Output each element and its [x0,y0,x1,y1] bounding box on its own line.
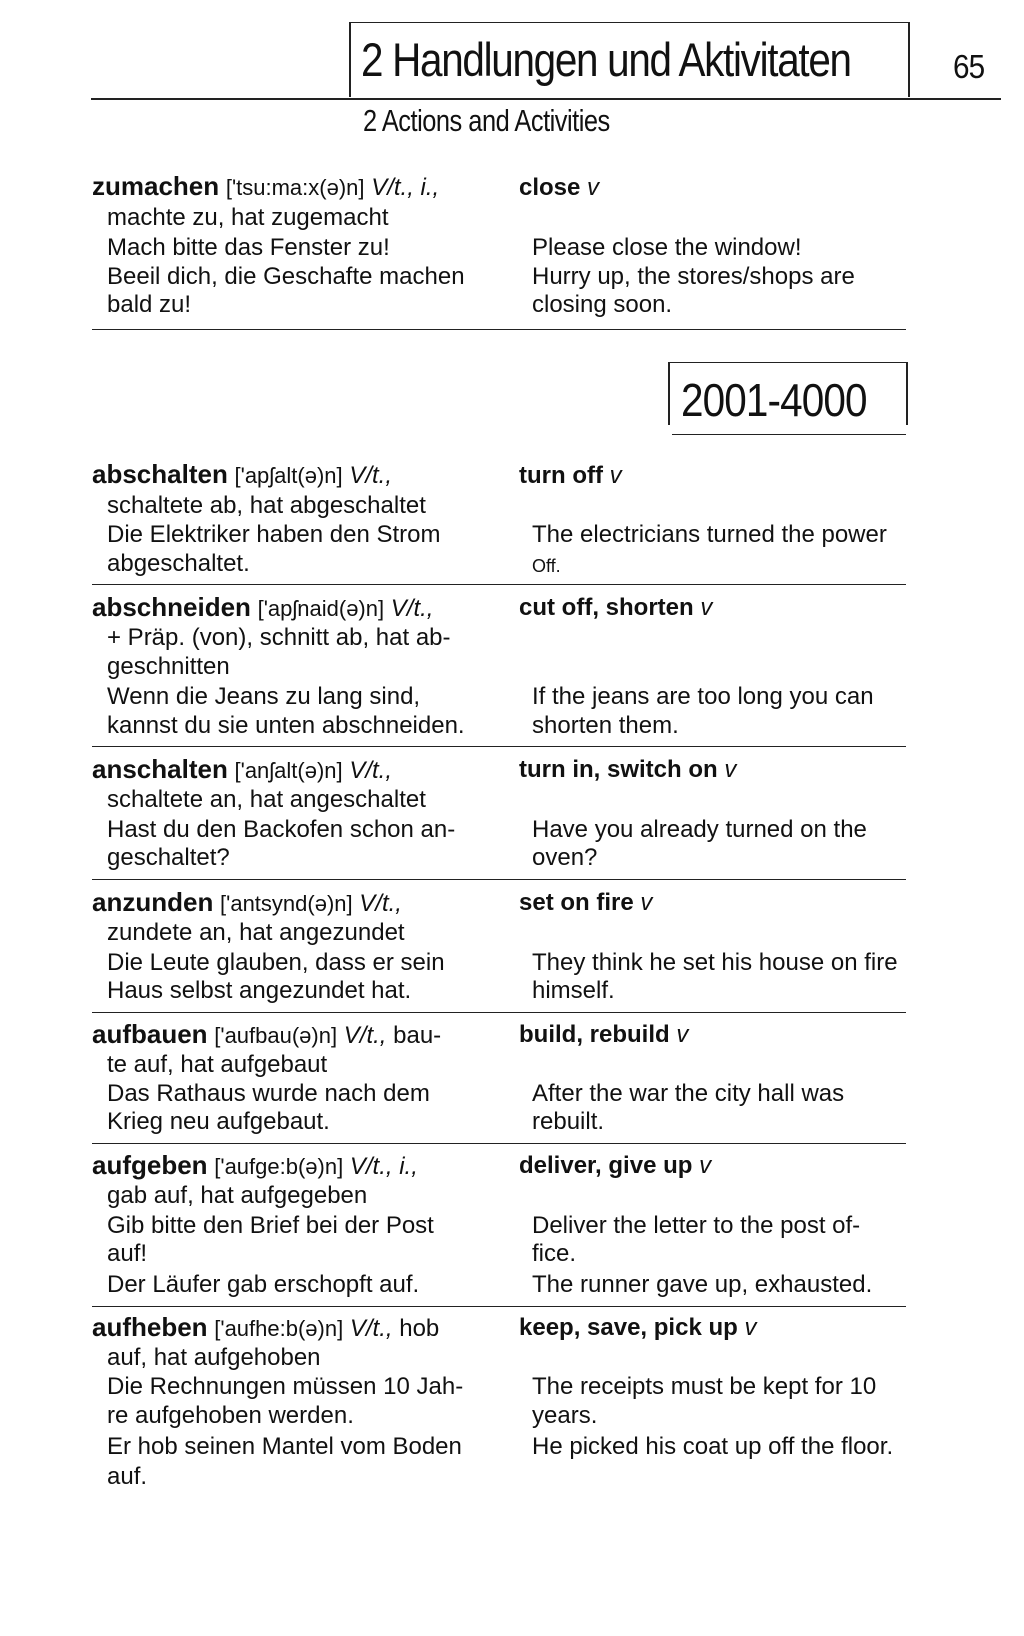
headword: anzunden [92,887,214,917]
part-of-speech: v [700,594,713,621]
translation: cut off, shorten [519,594,694,621]
entry-divider [92,584,906,585]
example-en: rebuilt. [532,1108,605,1135]
example-en: Please close the window! [532,234,802,261]
grammar-label: V/t., [349,462,393,489]
headword: anschalten [92,754,228,784]
example-en: After the war the city hall was [532,1080,845,1107]
verb-forms: te auf, hat aufgebaut [107,1051,328,1078]
translation: keep, save, pick up [519,1314,738,1341]
verb-forms: machte zu, hat zugemacht [107,204,389,231]
example-de: Krieg neu aufgebaut. [107,1108,330,1135]
example-en: himself. [532,977,615,1004]
part-of-speech: v [744,1314,757,1341]
translation: build, rebuild [519,1021,670,1048]
verb-forms: + Präp. (von), schnitt ab, hat ab- [107,624,451,651]
grammar-label: V/t., i., [349,1153,418,1180]
example-en: The electricians turned the power [532,521,887,548]
grammar-label: V/t., [349,1315,393,1342]
grammar-label: V/t., [349,757,393,784]
chapter-title: 2 Handlungen und Aktivitaten [361,33,851,86]
frequency-range: 2001-4000 [681,374,867,426]
verb-forms: geschnitten [107,653,230,680]
example-de: re aufgehoben werden. [107,1402,354,1429]
entry-divider [92,1306,906,1307]
example-de: auf. [107,1463,148,1490]
example-en: If the jeans are too long you can [532,683,874,710]
verb-forms: schaltete ab, hat abgeschaltet [107,492,426,519]
entry-divider [92,879,906,880]
example-de: Er hob seinen Mantel vom Boden [107,1433,462,1460]
example-de: Hast du den Backofen schon an- [107,816,456,843]
example-de: Wenn die Jeans zu lang sind, [107,683,421,710]
example-de: abgeschaltet. [107,550,250,577]
pronunciation: ['anʃalt(ə)n] [234,758,343,783]
example-de: Das Rathaus wurde nach dem [107,1080,430,1107]
grammar-label: V/t., [359,890,402,917]
example-de: auf! [107,1240,148,1267]
entry-divider [92,1012,906,1013]
translation: turn in, switch on [519,756,718,783]
example-de: bald zu! [107,291,192,318]
verb-forms: auf, hat aufgehoben [107,1344,321,1371]
example-de: geschaltet? [107,844,230,871]
example-en: Deliver the letter to the post of- [532,1212,861,1239]
verb-forms-start: bau- [393,1022,442,1049]
example-en: closing soon. [532,291,673,318]
translation: close [519,174,581,201]
entry-divider [92,329,906,330]
example-en: They think he set his house on fire [532,949,898,976]
example-en: Off. [532,556,561,576]
pronunciation: ['apʃnaid(ə)n] [257,596,385,621]
example-en: The runner gave up, exhausted. [532,1271,873,1298]
example-en: years. [532,1402,598,1429]
example-de: Haus selbst angezundet hat. [107,977,412,1004]
part-of-speech: v [640,889,653,916]
example-de: kannst du sie unten abschneiden. [107,712,465,739]
pronunciation: ['aufhe:b(ə)n] [214,1316,344,1341]
grammar-label: V/t., i., [371,174,440,201]
verb-forms-start: hob [399,1315,440,1342]
example-en: Hurry up, the stores/shops are [532,263,855,290]
example-en: The receipts must be kept for 10 [532,1373,877,1400]
example-de: Die Elektriker haben den Strom [107,521,441,548]
headword: abschneiden [92,592,251,622]
verb-forms: zundete an, hat angezundet [107,919,405,946]
headword: aufheben [92,1312,208,1342]
entry-divider [92,746,906,747]
translation: turn off [519,462,603,489]
example-en: oven? [532,844,598,871]
verb-forms: gab auf, hat aufgegeben [107,1182,368,1209]
pronunciation: ['antsynd(ə)n] [220,891,353,916]
example-en: He picked his coat up off the floor. [532,1433,894,1460]
example-de: Die Leute glauben, dass er sein [107,949,445,976]
example-de: Die Rechnungen müssen 10 Jah- [107,1373,464,1400]
part-of-speech: v [609,462,622,489]
pronunciation: ['aufbau(ə)n] [214,1023,338,1048]
translation: set on fire [519,889,634,916]
headword: zumachen [92,171,220,201]
translation: deliver, give up [519,1152,693,1179]
headword: aufgeben [92,1150,208,1180]
example-de: Der Läufer gab erschopft auf. [107,1271,420,1298]
pronunciation: ['apʃalt(ə)n] [234,463,343,488]
pronunciation: ['tsu:ma:x(ə)n] [225,175,365,200]
example-de: Gib bitte den Brief bei der Post [107,1212,434,1239]
example-de: Mach bitte das Fenster zu! [107,234,390,261]
pronunciation: ['aufge:b(ə)n] [214,1154,344,1179]
verb-forms: schaltete an, hat angeschaltet [107,786,426,813]
headword: abschalten [92,459,228,489]
page-number: 65 [953,48,985,85]
header-divider [91,98,1001,100]
example-en: fice. [532,1240,577,1267]
part-of-speech: v [587,174,600,201]
part-of-speech: v [699,1152,712,1179]
example-en: shorten them. [532,712,679,739]
range-divider [672,434,906,435]
part-of-speech: v [724,756,737,783]
grammar-label: V/t., [343,1022,387,1049]
grammar-label: V/t., [390,595,434,622]
chapter-subtitle: 2 Actions and Activities [363,103,610,138]
part-of-speech: v [676,1021,689,1048]
example-en: Have you already turned on the [532,816,867,843]
headword: aufbauen [92,1019,208,1049]
example-de: Beeil dich, die Geschafte machen [107,263,465,290]
entry-divider [92,1143,906,1144]
